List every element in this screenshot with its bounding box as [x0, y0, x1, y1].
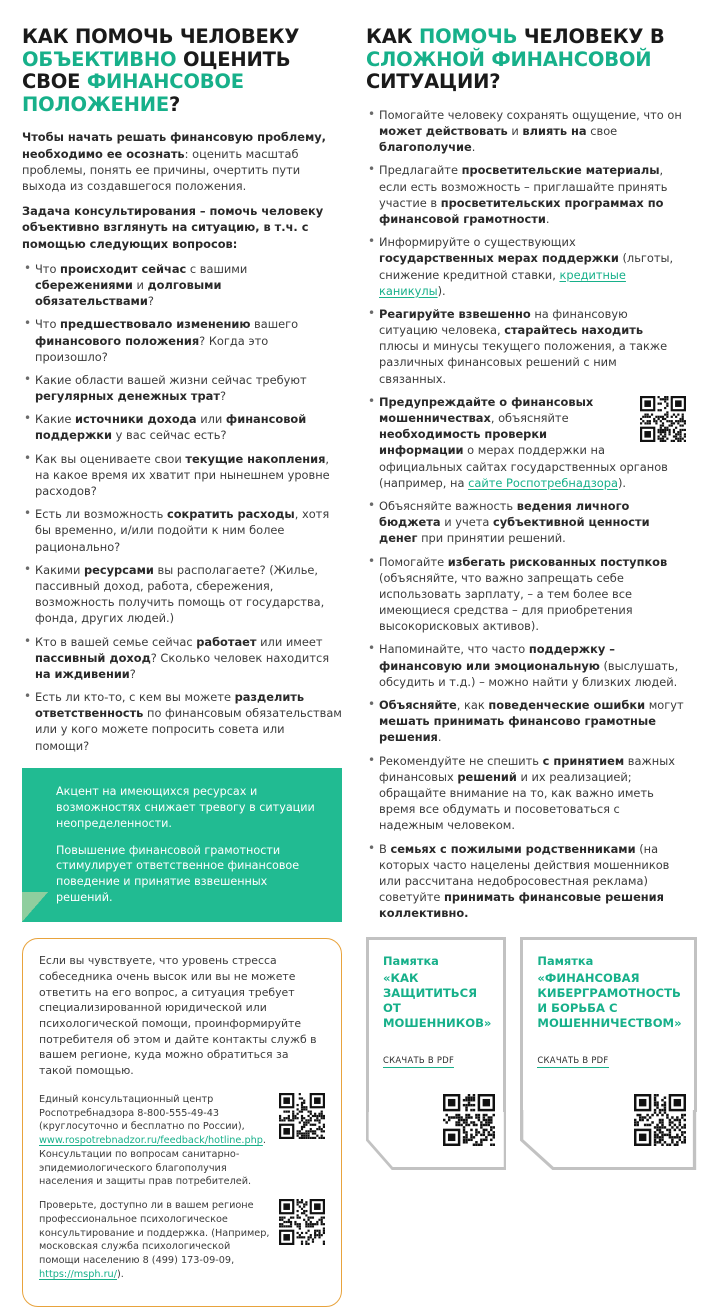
contact-psychological-help-text: Проверьте, доступно ли в вашем регионе профессиональное психологическое консультирование и поддержка. (Например, московская служба психологической помощи населению 8 (499) 173-09-09, https://msph.ru/).	[39, 1200, 270, 1280]
memo-card-title: «ФИНАНСОВАЯ КИБЕРГРАМОТНОСТЬ И БОРЬБА С МОШЕННИЧЕСТВОМ»	[537, 971, 682, 1030]
rospotrebnadzor-hotline-link[interactable]: www.rospotrebnadzor.ru/feedback/hotline.php	[39, 1135, 263, 1147]
left-heading: КАК ПОМОЧЬ ЧЕЛОВЕКУ ОБЪЕКТИВНО ОЦЕНИТЬ СВОЕ ФИНАНСОВОЕ ПОЛОЖЕНИЕ?	[22, 25, 300, 116]
right-column	[366, 26, 686, 1112]
memo-card-fraud-protection[interactable]	[366, 937, 506, 1112]
qr-code-icon-memo-2[interactable]	[634, 1094, 686, 1146]
download-pdf-link[interactable]: СКАЧАТЬ В PDF	[537, 1055, 608, 1068]
memo-card-kicker: Памятка	[537, 954, 594, 969]
list-item: • Предупреждайте о финансовых мошенничествах, объясняйте необходимость проверки информации о мерах поддержки на официальных сайтах государственных органов (например, на сайте Роспотребнадзора).	[366, 394, 686, 491]
list-item: • Как вы оцениваете свои текущие накопления, на какое время их хватит при нынешнем уровне расходов?	[22, 451, 342, 500]
list-item: • В семьях с пожилыми родственниками (на которых часто нацелены действия мошенников или рассчитана недобросовестная реклама) советуйте принимать финансовые решения коллективно.	[366, 841, 686, 922]
memo-card-cyber-literacy[interactable]	[520, 937, 696, 1112]
credit-holidays-link[interactable]: кредитные каникулы	[379, 267, 626, 298]
list-item: • Что происходит сейчас с вашими сбережениями и долговыми обязательствами?	[22, 261, 342, 310]
list-item: • Какими ресурсами вы располагаете? (Жилье, пассивный доход, работа, сбережения, возможность получить помощь от государства, фонда, других людей.)	[22, 562, 342, 627]
contact-rospotrebnadzor	[39, 1093, 325, 1189]
left-column	[22, 26, 342, 1307]
right-advice-list	[366, 107, 686, 922]
list-item: • Рекомендуйте не спешить с принятием важных финансовых решений и их реализацией; обращайте внимание на то, как важно иметь время все обдумать и посоветоваться с надежным человеком.	[366, 753, 686, 834]
list-item: • Предлагайте просветительские материалы, если есть возможность – приглашайте принять участие в просветительских программах по финансовой грамотности.	[366, 162, 686, 227]
list-item: • Объясняйте важность ведения личного бюджета и учета субъективной ценности денег при принятии решений.	[366, 498, 686, 547]
contact-rospotrebnadzor-text: Единый консультационный центр Роспотребнадзора 8-800-555-49-43 (круглосуточно и бесплатно по России), www.rospotrebnadzor.ru/feedback/hotline.php. Консультации по вопросам санитарно-эпидемиологического благополучия населения и защиты прав потребителей.	[39, 1093, 266, 1188]
list-item: • Есть ли кто-то, с кем вы можете разделить ответственность по финансовым обязательствам или у кого можете попросить совета или помощи?	[22, 689, 342, 754]
list-item: • Какие области вашей жизни сейчас требуют регулярных денежных трат?	[22, 372, 342, 404]
download-pdf-link[interactable]: СКАЧАТЬ В PDF	[383, 1055, 454, 1068]
orange-box-lead: Если вы чувствуете, что уровень стресса собеседника очень высок или вы не можете ответить на его вопрос, а ситуация требует специализированной юридической или психологической помощи, проинформируйте потребителя об этом и дайте контакты служб в вашем регионе, куда можно обратиться за такой помощью.	[39, 954, 317, 1078]
green-callout	[22, 768, 342, 922]
list-item: • Объясняйте, как поведенческие ошибки могут мешать принимать финансово грамотные решения.	[366, 697, 686, 746]
list-item: • Помогайте человеку сохранять ощущение, что он может действовать и влиять на свое благополучие.	[366, 107, 686, 156]
left-question-list	[22, 261, 342, 754]
orange-advice-box	[22, 938, 342, 1307]
contact-psychological-help	[39, 1199, 325, 1282]
memo-card-kicker: Памятка	[383, 954, 439, 969]
list-item: • Реагируйте взвешенно на финансовую ситуацию человека, старайтесь находить плюсы и минусы текущего положения, а также различных финансовых решений с ним связанных.	[366, 306, 686, 387]
qr-code-icon-rospotrebnadzor[interactable]	[279, 1093, 325, 1139]
left-intro-2: Задача консультирования – помочь человеку объективно взглянуть на ситуацию, в т.ч. с помощью следующих вопросов:	[22, 204, 324, 251]
msph-link[interactable]: https://msph.ru/	[39, 1268, 117, 1280]
qr-code-icon-gov-sites[interactable]	[640, 396, 686, 442]
qr-code-icon-memo-1[interactable]	[443, 1094, 495, 1146]
memo-cards	[366, 937, 686, 1112]
rospotrebnadzor-site-link[interactable]: сайте Роспотребнадзора	[468, 475, 618, 490]
green-callout-tail	[22, 892, 48, 922]
list-item: • Информируйте о существующих государственных мерах поддержки (льготы, снижение кредитной ставки, кредитные каникулы).	[366, 234, 686, 299]
right-heading: КАК ПОМОЧЬ ЧЕЛОВЕКУ В СЛОЖНОЙ ФИНАНСОВОЙ СИТУАЦИИ?	[366, 25, 665, 94]
list-item: • Напоминайте, что часто поддержку – финансовую или эмоциональную (выслушать, обсудить и т.д.) – можно найти у близких людей.	[366, 641, 686, 690]
qr-code-icon-msph[interactable]	[279, 1199, 325, 1245]
list-item: • Есть ли возможность сократить расходы, хотя бы временно, и/или подойти к ним более рационально?	[22, 506, 342, 555]
list-item: • Кто в вашей семье сейчас работает или имеет пассивный доход? Сколько человек находится на иждивении?	[22, 634, 342, 683]
list-item: • Помогайте избегать рискованных поступков (объясняйте, что важно запрещать себе использовать зарплату, – а тем более все имеющиеся средства – для приобретения высокорисковых активов).	[366, 554, 686, 635]
list-item: • Что предшествовало изменению вашего финансового положения? Когда это произошло?	[22, 316, 342, 365]
green-callout-text-2: Повышение финансовой грамотности стимулирует ответственное финансовое поведение и принятие взвешенных решений.	[56, 843, 300, 905]
left-intro-1: Чтобы начать решать финансовую проблему, необходимо ее осознать: оценить масштаб проблемы, понять ее причины, очертить пути выхода из создавшегося положения.	[22, 130, 327, 193]
green-callout-text-1: Акцент на имеющихся ресурсах и возможностях снижает тревогу в ситуации неопределенности.	[56, 784, 315, 830]
list-item: • Какие источники дохода или финансовой поддержки у вас сейчас есть?	[22, 411, 342, 443]
memo-card-title: «КАК ЗАЩИТИТЬСЯ ОТ МОШЕННИКОВ»	[383, 971, 492, 1030]
